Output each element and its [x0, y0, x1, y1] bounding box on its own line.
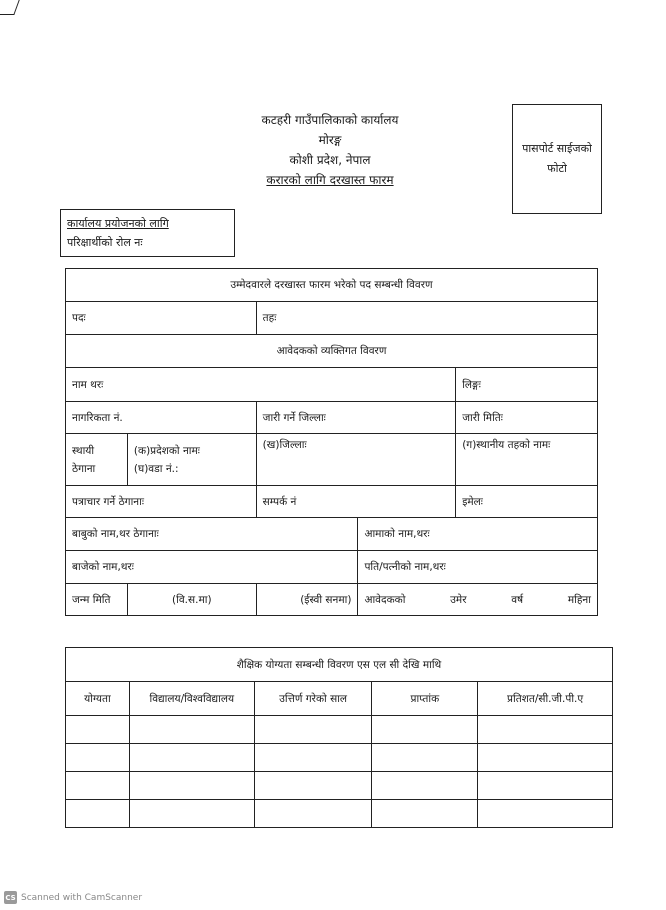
col-institution: विद्यालय/विश्वविद्यालय [129, 682, 254, 716]
form-title: करारको लागि दरखास्त फारम [266, 173, 394, 187]
office-use-box [60, 209, 235, 257]
table-cell[interactable] [129, 716, 254, 744]
table-cell[interactable] [372, 744, 478, 772]
father-name-field[interactable]: बाबुको नाम,थर ठेगानाः [66, 518, 358, 551]
col-marks: प्राप्तांक [372, 682, 478, 716]
permanent-address-label [66, 434, 128, 486]
table-cell[interactable] [66, 800, 130, 828]
camscanner-logo-icon: CS [4, 891, 17, 904]
table-cell[interactable] [372, 716, 478, 744]
table-cell[interactable] [478, 716, 613, 744]
post-field[interactable]: पदः [66, 302, 257, 335]
table-cell[interactable] [478, 800, 613, 828]
office-use-title: कार्यालय प्रयोजनको लागि [67, 217, 169, 230]
col-percentage: प्रतिशत/सी.जी.पी.ए [478, 682, 613, 716]
col-qualification: योग्यता [66, 682, 130, 716]
province-field[interactable]: (क)प्रदेशको नामः [133, 444, 200, 457]
perm-address-line1: स्थायी [72, 444, 95, 457]
spouse-name-field[interactable]: पति/पत्नीको नाम,थरः [358, 551, 598, 584]
table-row [66, 800, 613, 828]
mother-name-field[interactable]: आमाको नाम,थरः [358, 518, 598, 551]
col-passed-year: उत्तिर्ण गरेको साल [254, 682, 372, 716]
scan-corner-mark [0, 0, 20, 15]
district-name: मोरङ्ग [318, 133, 342, 147]
level-field[interactable]: तहः [256, 302, 597, 335]
table-cell[interactable] [372, 772, 478, 800]
education-table [65, 647, 613, 828]
dob-bs-field[interactable]: (वि.स.मा) [127, 584, 256, 616]
form-header [230, 110, 430, 190]
table-cell[interactable] [129, 744, 254, 772]
citizenship-field[interactable]: नागरिकता नं. [66, 402, 257, 434]
postal-address-field[interactable]: पत्राचार गर्ने ठेगानाः [66, 486, 257, 518]
table-cell[interactable] [129, 800, 254, 828]
province-name: कोशी प्रदेश, नेपाल [289, 153, 371, 167]
ward-field[interactable]: (घ)वडा नं.: [133, 462, 179, 475]
table-row [66, 716, 613, 744]
contact-number-field[interactable]: सम्पर्क नं [256, 486, 456, 518]
office-name: कटहरी गाउँपालिकाको कार्यालय [261, 113, 399, 127]
dob-label: जन्म मिति [66, 584, 128, 616]
year-label: वर्ष [511, 593, 524, 606]
perm-address-line2: ठेगाना [72, 462, 96, 475]
gender-field[interactable]: लिङ्गः [456, 368, 598, 402]
table-row [66, 772, 613, 800]
roll-number-field[interactable]: परिक्षार्थीको रोल नः [67, 236, 143, 249]
local-level-field[interactable]: (ग)स्थानीय तहको नामः [456, 434, 598, 486]
table-cell[interactable] [129, 772, 254, 800]
passport-photo-box [512, 104, 602, 214]
table-cell[interactable] [66, 744, 130, 772]
photo-label-line2: फोटो [547, 162, 567, 175]
grandfather-name-field[interactable]: बाजेको नाम,थरः [66, 551, 358, 584]
issue-district-field[interactable]: जारी गर्ने जिल्लाः [256, 402, 456, 434]
dob-ad-field[interactable]: (ईस्वी सनमा) [256, 584, 358, 616]
applicant-age-label: आवेदकको [364, 593, 406, 606]
table-row [66, 744, 613, 772]
district-field[interactable]: (ख)जिल्लाः [256, 434, 456, 486]
province-ward-cell [127, 434, 256, 486]
age-label: उमेर [450, 593, 467, 606]
table-cell[interactable] [66, 716, 130, 744]
personal-section-heading: आवेदकको व्यक्तिगत विवरण [66, 335, 598, 368]
email-field[interactable]: इमेलः [456, 486, 598, 518]
table-cell[interactable] [254, 800, 372, 828]
post-section-heading: उम्मेदवारले दरखास्त फारम भरेको पद सम्बन्धी विवरण [66, 269, 598, 302]
table-cell[interactable] [254, 772, 372, 800]
scanner-watermark [4, 891, 142, 904]
watermark-text: Scanned with CamScanner [21, 892, 143, 903]
personal-details-table [65, 268, 598, 616]
table-cell[interactable] [66, 772, 130, 800]
table-cell[interactable] [478, 744, 613, 772]
table-cell[interactable] [254, 716, 372, 744]
month-label: महिना [567, 593, 591, 606]
name-field[interactable]: नाम थरः [66, 368, 456, 402]
education-heading: शैक्षिक योग्यता सम्बन्धी विवरण एस एल सी देखि माथि [66, 648, 613, 682]
table-cell[interactable] [372, 800, 478, 828]
table-cell[interactable] [478, 772, 613, 800]
photo-label-line1: पासपोर्ट साईजको [522, 142, 592, 155]
age-row [358, 584, 598, 616]
table-cell[interactable] [254, 744, 372, 772]
issue-date-field[interactable]: जारी मितिः [456, 402, 598, 434]
